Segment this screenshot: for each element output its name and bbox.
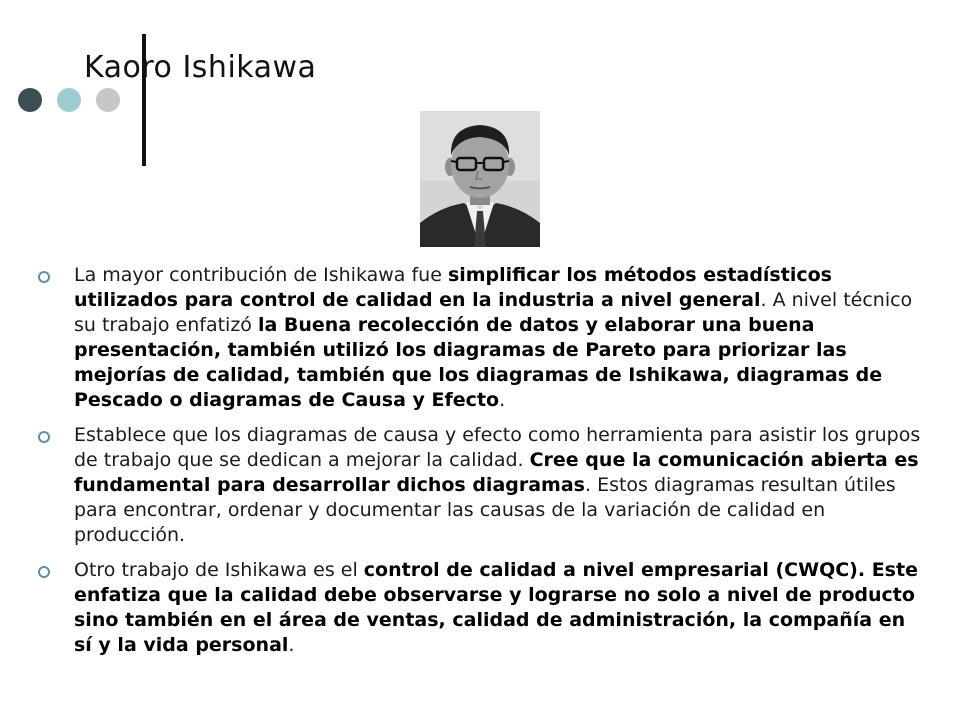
emphasized-text: la Buena recolección de datos y elaborar una buena presentación, también utilizó los diagramas de Pareto para priorizar las mejorías de calidad, también que los diagramas de Ishikawa, diagramas de Pescado o diagramas de Causa y Efecto bbox=[74, 314, 883, 411]
body-text: . bbox=[499, 389, 506, 411]
body-text: . Estos diagramas resultan útiles para encontrar, ordenar y documentar las causas de la variación de calidad en producción. bbox=[74, 474, 896, 546]
emphasized-text: control de calidad a nivel empresarial (CWQC). Este enfatiza que la calidad debe observarse y lograrse no solo a nivel de producto sino también en el área de ventas, calidad de administración, la compañía en sí y la vida personal bbox=[74, 559, 918, 656]
emphasized-text: Cree que la comunicación abierta es fundamental para desarrollar dichos diagramas bbox=[74, 449, 919, 496]
body-text: . bbox=[288, 634, 295, 656]
body-text: Otro trabajo de Ishikawa es el bbox=[74, 559, 364, 581]
bullet-item bbox=[38, 423, 926, 548]
bullet-item bbox=[38, 558, 926, 658]
emphasized-text: simplificar los métodos estadísticos utilizados para control de calidad en la industria a nivel general bbox=[74, 264, 832, 311]
bullet-ring-icon bbox=[38, 566, 50, 578]
body-text: Establece que los diagramas de causa y efecto como herramienta para asistir los grupos de trabajo que se dedican a mejorar la calidad. bbox=[74, 424, 921, 471]
bullet-ring-icon bbox=[38, 431, 50, 443]
body-text: . A nivel técnico su trabajo enfatizó bbox=[74, 289, 913, 336]
body-text: La mayor contribución de Ishikawa fue bbox=[74, 264, 448, 286]
bullet-ring-icon bbox=[38, 271, 50, 283]
slide-title: Kaoro Ishikawa bbox=[84, 50, 317, 85]
portrait-photo bbox=[420, 111, 540, 247]
portrait-illustration bbox=[420, 111, 540, 247]
bullet-item bbox=[38, 263, 926, 413]
decor-dot-teal bbox=[57, 88, 81, 112]
decor-dot-dark bbox=[18, 88, 42, 112]
bullet-list bbox=[38, 263, 926, 668]
decor-dot-gray bbox=[96, 88, 120, 112]
